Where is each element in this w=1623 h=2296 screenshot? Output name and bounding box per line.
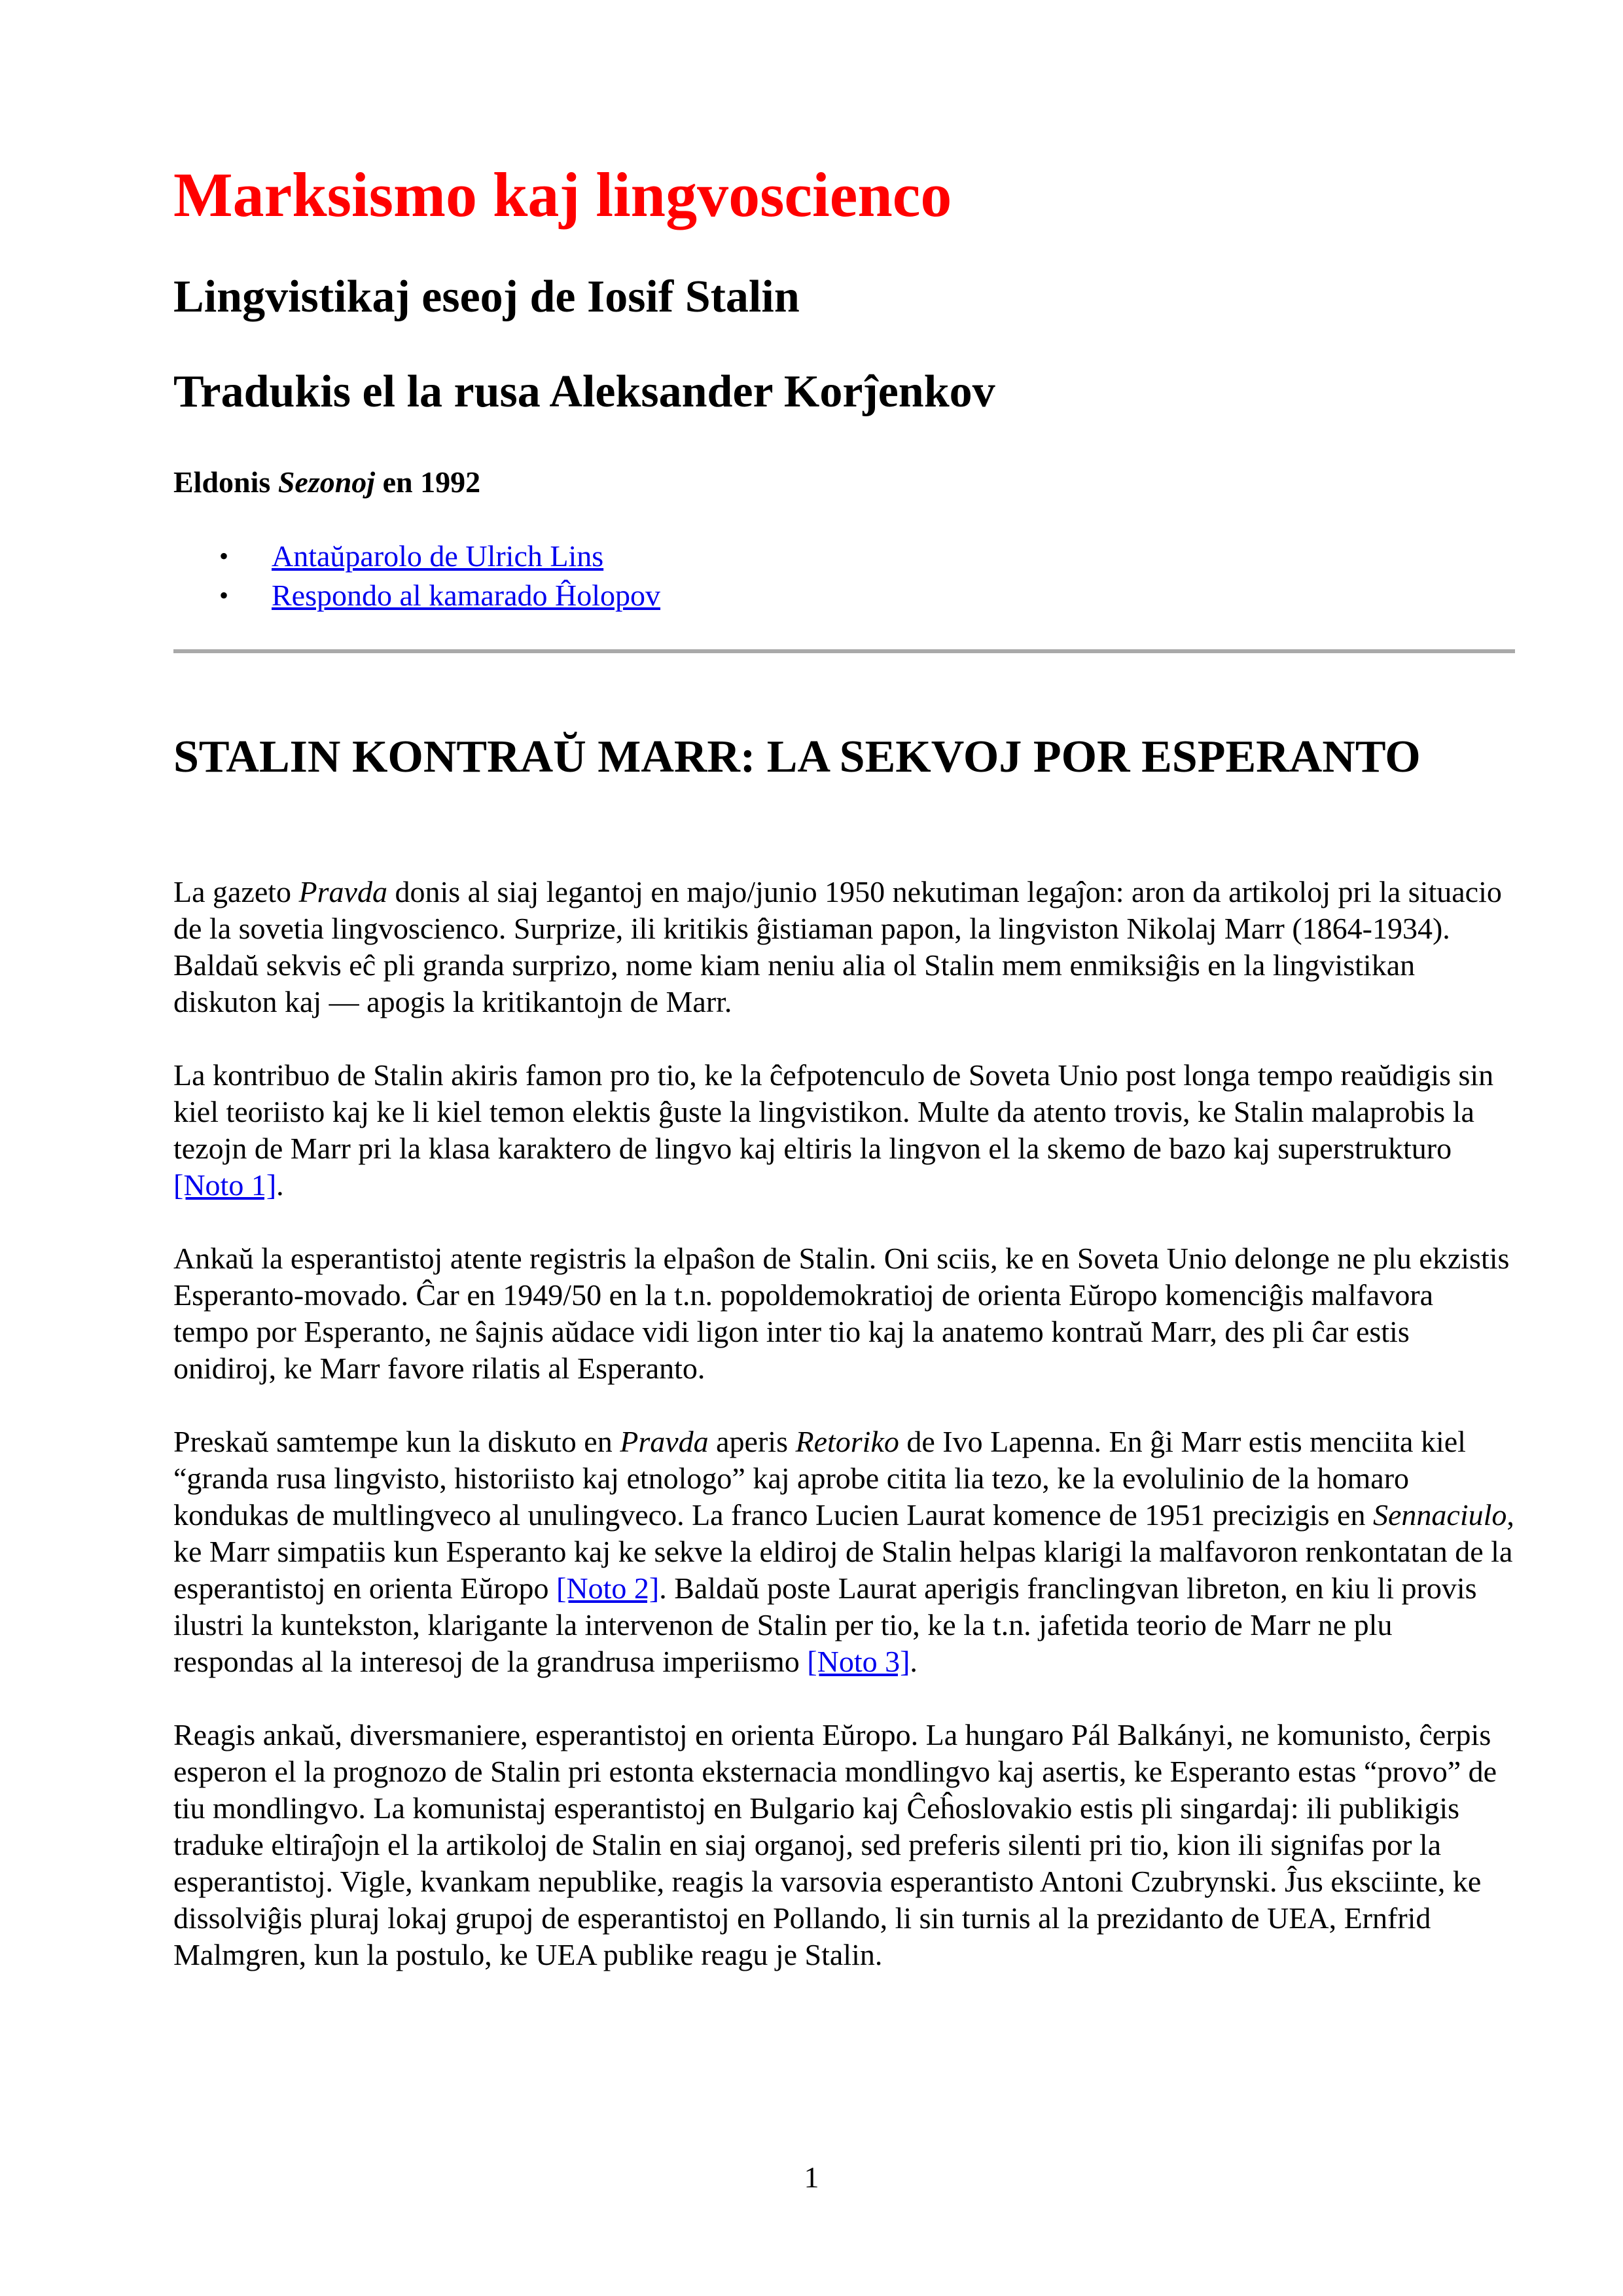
italic-title: Retoriko (795, 1425, 899, 1458)
paragraph-3 (173, 1240, 1515, 1387)
text-run: . Baldaŭ poste Laurat aperigis franclingvan libreton, en kiu li provis ilustri la kuntekston, klarigante la intervenon de Stalin per tio, ke la t.n. jafetida teorio de Marr ne plu respondas al la interesoj de la grandrusa imperiismo (173, 1571, 1477, 1678)
text-run: Preskaŭ samtempe kun la diskuto en (173, 1425, 620, 1458)
list-item (173, 537, 660, 576)
italic-title: Pravda (298, 875, 387, 908)
publisher-suffix: en 1992 (375, 465, 481, 499)
italic-title: Pravda (620, 1425, 709, 1458)
italic-title: Sennaciulo (1372, 1498, 1507, 1532)
text-run: , ke Marr simpatiis kun Esperanto kaj ke sekve la eldiroj de Stalin helpas klarigi la malfavoron renkontatan de la esperantistoj en orienta Eŭropo (173, 1498, 1514, 1605)
subtitle-essays: Lingvistikaj eseoj de Iosif Stalin (173, 272, 800, 322)
paragraph-2 (173, 1057, 1515, 1204)
text-run: Ankaŭ la esperantistoj atente registris la elpaŝon de Stalin. Oni sciis, ke en Soveta Unio delonge ne plu ekzistis Esperanto-movado. Ĉar en 1949/50 en la t.n. popoldemokratioj de orienta Eŭropo komenciĝis malfavora tempo por Esperanto, ne ŝajnis aŭdace vidi ligon inter tio kaj la anatemo kontraŭ Marr, des pli ĉar estis onidiroj, ke Marr favore rilatis al Esperanto. (173, 1242, 1510, 1385)
horizontal-divider (173, 649, 1515, 653)
text-run: de Ivo Lapenna. En ĝi Marr estis menciita kiel “granda rusa lingvisto, historiisto kaj etnologo” kaj aprobe citita lia tezo, ke la evolulinio de la homaro kondukas de multlingveco al unulingveco. La franco Lucien Laurat komence de 1951 precizigis en (173, 1425, 1466, 1532)
note-link-3[interactable]: [Noto 3] (807, 1645, 910, 1678)
bullet-icon: • (219, 581, 229, 610)
note-link-2[interactable]: [Noto 2] (556, 1571, 660, 1605)
text-run: aperis (708, 1425, 796, 1458)
subtitle-translator: Tradukis el la rusa Aleksander Korĵenkov (173, 367, 995, 417)
page-number: 1 (804, 2161, 819, 2194)
text-run: . (910, 1645, 918, 1678)
text-run: donis al siaj legantoj en majo/junio 1950 nekutiman legaĵon: aron da artikoloj pri la situacio de la sovetia lingvoscienco. Surprize, ili kritikis ĝistiaman papon, la lingviston Nikolaj Marr (1864-1934). Baldaŭ sekvis eĉ pli granda surprizo, nome kiam neniu alia ol Stalin mem enmiksiĝis en la lingvistikan diskuton kaj — apogis la kritikantojn de Marr. (173, 875, 1502, 1018)
document-title: Marksismo kaj lingvoscienco (173, 160, 952, 230)
link-reply-holopov[interactable]: Respondo al kamarado Ĥolopov (272, 579, 661, 612)
paragraph-1 (173, 874, 1515, 1020)
paragraph-5 (173, 1717, 1515, 1973)
note-link-1[interactable]: [Noto 1] (173, 1168, 277, 1202)
text-run: Reagis ankaŭ, diversmaniere, esperantistoj en orienta Eŭropo. La hungaro Pál Balkányi, ne komunisto, ĉerpis esperon el la prognozo de Stalin pri estonta eksternacia mondlingvo kaj asertis, ke Esperanto estas “provo” de tiu mondlingvo. La komunistaj esperantistoj en Bulgario kaj Ĉeĥoslovakio estis pli singardaj: ili publikigis traduke eltiraĵojn el la artikoloj de Stalin en siaj organoj, sed preferis silenti pri tio, kion ili signifas por la esperantistoj. Vigle, kvankam nepublike, reagis la varsovia esperantisto Antoni Czubrynski. Ĵus eksciinte, ke dissolviĝis pluraj lokaj grupoj de esperantistoj en Pollando, li sin turnis al la prezidanto de UEA, Ernfrid Malmgren, kun la postulo, ke UEA publike reagu je Stalin. (173, 1718, 1497, 1971)
bullet-icon: • (219, 541, 229, 571)
text-run: La gazeto (173, 875, 299, 908)
text-run: . (276, 1168, 284, 1202)
text-run: La kontribuo de Stalin akiris famon pro tio, ke la ĉefpotenculo de Soveta Unio post longa tempo reaŭdigis sin kiel teoriisto kaj ke li kiel temon elektis ĝuste la lingvistikon. Multe da atento trovis, ke Stalin malaprobis la tezojn de Marr pri la klasa karaktero de lingvo kaj eltiris la lingvon el la skemo de bazo kaj superstrukturo (173, 1058, 1494, 1165)
publisher-prefix: Eldonis (173, 465, 278, 499)
paragraph-4 (173, 1424, 1515, 1680)
list-item (173, 576, 660, 615)
section-heading: STALIN KONTRAŬ MARR: LA SEKVOJ POR ESPERANTO (173, 732, 1421, 782)
publisher-line (173, 465, 480, 499)
contents-link-list (173, 537, 660, 615)
link-foreword[interactable]: Antaŭparolo de Ulrich Lins (272, 539, 604, 573)
publisher-name: Sezonoj (277, 465, 376, 499)
article-body (173, 874, 1515, 2010)
